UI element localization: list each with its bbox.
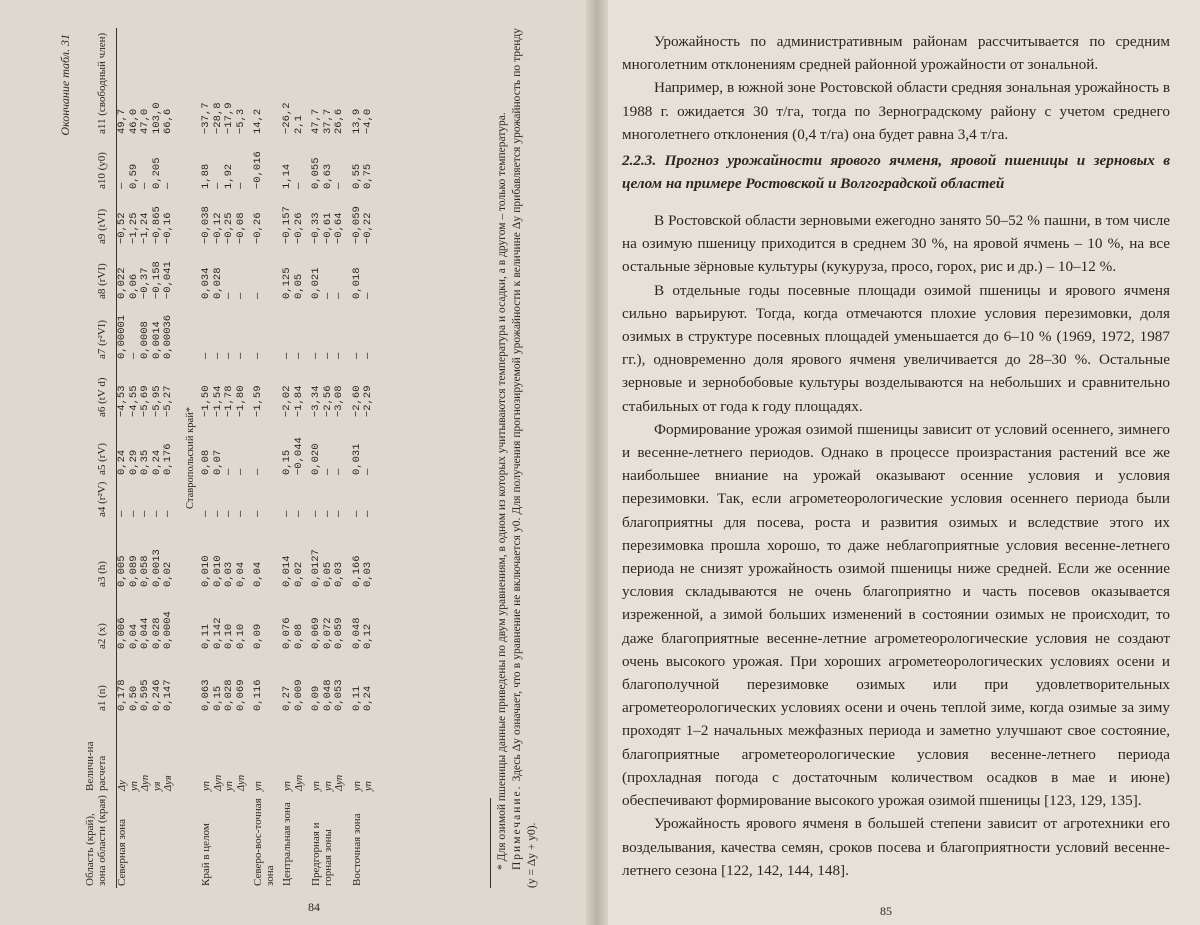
table-row xyxy=(117,28,129,888)
coefficient-cell: — xyxy=(310,510,322,517)
coefficient-cell: 0,176 xyxy=(162,443,174,475)
coefficient-cell: −1,50 xyxy=(200,385,212,417)
coefficient-cell: 0,03 xyxy=(362,561,374,587)
coefficient-cell: 0,00001 xyxy=(116,314,128,359)
column-header: a9 (tVI) xyxy=(84,191,117,246)
table-row xyxy=(163,28,175,888)
zone-name: Край в целом xyxy=(200,823,212,886)
quantity-cell: yп xyxy=(128,781,140,791)
coefficient-cell: 37,7 xyxy=(321,108,334,134)
coefficient-cell: 0,0004 xyxy=(162,611,174,649)
coefficient-cell: −0,041 xyxy=(162,261,174,299)
table-row xyxy=(140,28,152,888)
coefficient-cell: −5,3 xyxy=(234,108,247,134)
coefficient-cell: 14,2 xyxy=(252,108,264,134)
coefficient-cell: — xyxy=(292,352,305,359)
coefficient-cell: 0,09 xyxy=(252,623,264,649)
coefficient-cell: 0,05 xyxy=(321,561,334,587)
table-row xyxy=(352,28,364,888)
coefficient-cell: — xyxy=(211,182,224,189)
coefficient-cell: — xyxy=(292,182,305,189)
coefficient-cell: — xyxy=(234,182,247,189)
coefficient-cell: 0,10 xyxy=(234,623,247,649)
table-row xyxy=(253,28,265,888)
coefficient-cell: 0,018 xyxy=(350,267,363,299)
quantity-cell: yп xyxy=(363,781,374,791)
spacer xyxy=(375,28,381,888)
coefficient-cell: 0,27 xyxy=(281,685,293,711)
coefficient-cell: — xyxy=(234,510,247,517)
quantity-cell: yп xyxy=(201,781,212,791)
coefficient-cell: 0,09 xyxy=(310,685,322,711)
coefficient-cell: — xyxy=(127,510,140,517)
coefficient-cell: — xyxy=(333,468,345,475)
quantity-cell: Δyп xyxy=(212,774,224,791)
coefficient-cell: −1,80 xyxy=(234,385,247,417)
coefficient-cell: −26,2 xyxy=(281,102,293,134)
coefficient-cell: 0,021 xyxy=(310,267,322,299)
zone-name: Северная зона xyxy=(116,819,128,886)
coefficient-cell: 0,06 xyxy=(127,273,140,299)
note-label: Примечание. xyxy=(511,784,523,870)
coefficient-cell: 0,005 xyxy=(116,555,128,587)
coefficient-cell: 0,0127 xyxy=(310,549,322,587)
coefficient-cell: 0,63 xyxy=(321,163,334,189)
coefficient-cell: −4,55 xyxy=(127,385,140,417)
group-gap xyxy=(375,28,381,888)
coefficient-cell: 0,08 xyxy=(292,623,305,649)
coefficient-cell: −2,29 xyxy=(362,385,374,417)
coefficient-cell: — xyxy=(252,468,264,475)
coefficient-cell: −4,0 xyxy=(362,108,374,134)
zone-name: Предгорная и горная зоны xyxy=(310,822,334,886)
coefficient-cell: −28,8 xyxy=(211,102,224,134)
coefficient-cell: 0,24 xyxy=(362,685,374,711)
coefficient-cell: −0,044 xyxy=(292,437,305,475)
coefficient-cell: −0,61 xyxy=(321,212,334,244)
table-footnotes xyxy=(490,28,540,888)
coefficient-cell: −3,08 xyxy=(333,385,345,417)
coefficient-cell: — xyxy=(333,510,345,517)
coefficient-cell: −0,865 xyxy=(150,206,163,244)
coefficient-cell: 0,24 xyxy=(150,449,163,475)
coefficient-cell: 2,1 xyxy=(292,115,305,134)
column-header: Область (край), зона области (края) xyxy=(84,793,117,888)
coefficient-cell: — xyxy=(139,182,151,189)
coefficient-cell: −1,24 xyxy=(139,212,151,244)
table-row xyxy=(294,28,306,888)
coefficient-cell: — xyxy=(362,352,374,359)
coefficient-cell: 0,12 xyxy=(362,623,374,649)
coefficient-cell: — xyxy=(333,292,345,299)
coefficient-cell: 0,10 xyxy=(223,623,235,649)
coefficient-cell: — xyxy=(362,292,374,299)
coefficient-cell: — xyxy=(162,182,174,189)
coefficient-cell: −2,56 xyxy=(321,385,334,417)
coefficient-cell: 0,0013 xyxy=(150,549,163,587)
zone-name: Центральная зона xyxy=(281,802,293,886)
zone-name: Северо-вос-точная зона xyxy=(252,798,276,886)
coefficient-cell: 66,6 xyxy=(162,108,174,134)
coefficient-cell: 0,178 xyxy=(116,679,128,711)
coefficient-cell: 0,595 xyxy=(139,679,151,711)
paragraph: Формирование урожая озимой пшеницы зависит от условий осеннего, зимнего и весенне-летнего периодов. Однако в процессе произрастания растений все же наибольшее вниание на урожай оказывают осенние условия и условия перезимовки. Так, если агрометеорологические условия осеннего периода были благоприятны для посева, роста и развития озимых и вследствие этого их перезимовка прошла хорошо, то даже неблагоприятные условия весенне-летнего периода не снизят урожайность озимой пшеницы ниже средней. Если же осенние условия складываются не очень благоприятно и часть посевов оказывается изреженной, а зимой больших изменений в состоянии озимых не происходит, то даже благоприятные весенне-летние агрометеорологические условия не создают очень высокого урожая. При хороших агрометеорологических условиях осени и благополучной перезимовке озимых или при удовлетворительных агрометеорологических условиях осени и очень теплой зиме, когда озимые за зиму проходят 1–2 начальных межфазных периода и заметно улучшают свое состояние, благоприятные агрометеорологические условия весенне-летнего периода (прохладная погода с достаточным количеством осадков в мае и июне) обеспечивают формирование высокого урожая озимой пшеницы [123, 129, 135]. xyxy=(622,420,1170,810)
table-row xyxy=(224,28,236,888)
coefficient-cell: −0,26 xyxy=(252,212,264,244)
coefficient-cell: — xyxy=(200,510,212,517)
spacer xyxy=(265,28,277,793)
coefficient-cell: 0,59 xyxy=(127,163,140,189)
coefficient-cell: 0,04 xyxy=(252,561,264,587)
quantity-cell: yп xyxy=(322,781,334,791)
column-header: a10 (y0) xyxy=(84,136,117,191)
coefficient-cell: 0,044 xyxy=(139,617,151,649)
column-header: a8 (rVI) xyxy=(84,246,117,301)
footnote-rule xyxy=(490,798,491,888)
coefficient-cell: — xyxy=(362,468,374,475)
coefficient-cell: 0,069 xyxy=(234,679,247,711)
coefficient-cell: −1,54 xyxy=(211,385,224,417)
coefficient-cell: −37,7 xyxy=(200,102,212,134)
coefficient-cell: — xyxy=(234,292,247,299)
coefficient-cell: −1,25 xyxy=(127,212,140,244)
coefficient-cell: — xyxy=(310,352,322,359)
coefficient-cell: 0,076 xyxy=(281,617,293,649)
coefficient-cell: 0,010 xyxy=(211,555,224,587)
coefficient-cell: — xyxy=(211,510,224,517)
coefficient-cell: −5,69 xyxy=(139,385,151,417)
coefficient-cell: 0,05 xyxy=(292,273,305,299)
column-header: a2 (x) xyxy=(84,589,117,651)
coefficient-cell: −2,60 xyxy=(350,385,363,417)
quantity-cell: yп xyxy=(311,781,322,791)
coefficient-cell: −1,59 xyxy=(252,385,264,417)
table-row xyxy=(323,28,335,888)
coefficient-cell: −17,9 xyxy=(223,102,235,134)
coefficient-cell: — xyxy=(362,510,374,517)
coefficient-cell: 0,00036 xyxy=(162,314,174,359)
coefficient-cell: 0,147 xyxy=(162,679,174,711)
coefficient-cell: — xyxy=(139,510,151,517)
coefficient-cell: 1,88 xyxy=(200,163,212,189)
coefficient-cell: −4,53 xyxy=(116,385,128,417)
coefficient-cell: −1,78 xyxy=(223,385,235,417)
coefficient-cell: −3,34 xyxy=(310,385,322,417)
coefficient-cell: — xyxy=(252,292,264,299)
coefficient-cell: — xyxy=(127,352,140,359)
coefficient-cell: −5,27 xyxy=(162,385,174,417)
coefficient-cell: 0,072 xyxy=(321,617,334,649)
zone-name: Восточная зона xyxy=(350,813,363,886)
coefficient-cell: 0,0008 xyxy=(139,321,151,359)
coefficient-cell: 0,04 xyxy=(127,623,140,649)
coefficient-cell: 0,07 xyxy=(211,449,224,475)
coefficient-cell: 0,116 xyxy=(252,679,264,711)
coefficient-cell: — xyxy=(150,510,163,517)
coefficient-cell: 0,063 xyxy=(200,679,212,711)
coefficient-cell: 0,03 xyxy=(223,561,235,587)
coefficient-cell: — xyxy=(333,182,345,189)
coefficient-cell: 0,15 xyxy=(281,449,293,475)
coefficient-cell: 0,125 xyxy=(281,267,293,299)
coefficient-cell: 0,014 xyxy=(281,555,293,587)
coefficient-cell: — xyxy=(223,292,235,299)
table-subheader xyxy=(181,28,202,888)
paragraph: Урожайность ярового ячменя в большей степени зависит от агротехники его возделывания, качества семян, сроков посева и благоприятности условий весенне-летнего сезона [122, 142, 144, 148]. xyxy=(622,815,1170,879)
coefficient-cell: −0,37 xyxy=(139,267,151,299)
table-row xyxy=(201,28,213,888)
quantity-cell: Δyя xyxy=(163,775,174,791)
coefficient-cell: — xyxy=(321,510,334,517)
column-header: a1 (n) xyxy=(84,651,117,713)
table-header-row xyxy=(84,28,117,888)
rotated-table-block xyxy=(58,28,573,888)
coefficient-cell: — xyxy=(333,352,345,359)
coefficient-cell: −0,157 xyxy=(281,206,293,244)
coefficient-cell: — xyxy=(200,352,212,359)
note xyxy=(510,28,540,888)
table-row xyxy=(213,28,225,888)
paragraph: В отдельные годы посевные площади озимой пшеницы и ярового ячменя сильно варьируют. Тогда, когда отмечаются плохие условия перезимовки, доля озимых в структуре посевных площадей уменьшается до 6–10 % (1969, 1972, 1987 гг.), одновременно доля ярового ячменя увеличивается до 28–30 %. Остальные зерновые и зернобобовые культуры возделываются на небольших и сравнительно стабильных от года к году площадях. xyxy=(622,281,1170,415)
coefficient-cell: −0,12 xyxy=(211,212,224,244)
coefficient-cell: 0,02 xyxy=(162,561,174,587)
coefficient-cell: 0,058 xyxy=(139,555,151,587)
column-header: Величи-на расчета xyxy=(84,713,117,793)
coefficient-cell: 0,03 xyxy=(333,561,345,587)
table-caption: Окончание табл. 31 xyxy=(58,34,72,136)
quantity-cell: Δyп xyxy=(293,774,305,791)
coefficient-cell: — xyxy=(252,510,264,517)
coefficient-cell: −0,16 xyxy=(162,212,174,244)
coefficient-cell: 0,006 xyxy=(116,617,128,649)
coefficient-cell: 0,142 xyxy=(211,617,224,649)
book-gutter xyxy=(586,0,608,925)
quantity-cell: yп xyxy=(224,781,235,791)
coefficient-cell: — xyxy=(321,292,334,299)
coefficient-cell: 0,75 xyxy=(362,163,374,189)
coefficient-cell: 0,50 xyxy=(127,685,140,711)
coefficient-cell: 0,048 xyxy=(321,679,334,711)
column-header: a3 (h) xyxy=(84,519,117,589)
coefficient-cell: 0,29 xyxy=(127,449,140,475)
quantity-cell: yп xyxy=(351,781,363,791)
quantity-cell: Δyп xyxy=(140,774,151,791)
coefficient-cell: 1,14 xyxy=(281,163,293,189)
coefficient-cell: 0,24 xyxy=(116,449,128,475)
coefficient-cell: 0,08 xyxy=(200,449,212,475)
coefficient-cell: 0,022 xyxy=(116,267,128,299)
coefficient-cell: 0,089 xyxy=(127,555,140,587)
coefficient-cell: 0,55 xyxy=(350,163,363,189)
coefficient-cell: −0,016 xyxy=(252,151,264,189)
coefficient-cell: −0,26 xyxy=(292,212,305,244)
coefficient-cell: 0,034 xyxy=(200,267,212,299)
table-row xyxy=(311,28,323,888)
column-header: a11 (свободный член) xyxy=(84,28,117,136)
coefficient-cell: 1,92 xyxy=(223,163,235,189)
right-page-text xyxy=(622,30,1170,882)
table-row xyxy=(236,28,248,888)
quantity-cell: yп xyxy=(253,781,264,791)
coefficient-cell: −2,02 xyxy=(281,385,293,417)
coefficient-cell: 49,7 xyxy=(116,108,128,134)
column-header: a7 (r²VI) xyxy=(84,301,117,361)
coefficient-cell: −0,25 xyxy=(223,212,235,244)
table-row xyxy=(334,28,346,888)
coefficients-table xyxy=(84,28,381,888)
coefficient-cell: 0,205 xyxy=(150,157,163,189)
coefficient-cell: 0,246 xyxy=(150,679,163,711)
coefficient-cell: −0,33 xyxy=(310,212,322,244)
coefficient-cell: −0,08 xyxy=(234,212,247,244)
coefficient-cell: 0,04 xyxy=(234,561,247,587)
coefficient-cell: 13,9 xyxy=(350,108,363,134)
coefficient-cell: — xyxy=(223,468,235,475)
coefficient-cell: 0,028 xyxy=(211,267,224,299)
quantity-cell: Δyп xyxy=(235,774,247,791)
coefficient-cell: — xyxy=(234,352,247,359)
coefficient-cell: 103,0 xyxy=(150,102,163,134)
table-row xyxy=(363,28,375,888)
coefficient-cell: 0,031 xyxy=(350,443,363,475)
coefficient-cell: −5,95 xyxy=(150,385,163,417)
coefficient-cell: — xyxy=(350,352,363,359)
coefficient-cell: 0,069 xyxy=(310,617,322,649)
coefficient-cell: — xyxy=(292,510,305,517)
coefficient-cell: 46,0 xyxy=(127,108,140,134)
page-number-right: 85 xyxy=(880,904,892,918)
coefficient-cell: 0,048 xyxy=(350,617,363,649)
coefficient-cell: — xyxy=(281,510,293,517)
paragraph: Урожайность по административным районам рассчитывается по средним многолетним отклонениям средней районной урожайности от зональной. xyxy=(622,33,1170,74)
coefficient-cell: — xyxy=(350,510,363,517)
coefficient-cell: — xyxy=(116,182,128,189)
coefficient-cell: — xyxy=(252,352,264,359)
coefficient-cell: 0,009 xyxy=(292,679,305,711)
column-header: a5 (rV) xyxy=(84,419,117,477)
coefficient-cell: — xyxy=(321,352,334,359)
quantity-cell: Δy xyxy=(117,780,128,791)
page-number-left: 84 xyxy=(308,900,320,914)
paragraph: Например, в южной зоне Ростовской области средняя зональная урожайность в 1988 г. ожидается 30 т/га, тогда по Зерноградскому району с учетом среднего многолетнего отклонения (0,4 т/га) она будет равна 3,4 т/га. xyxy=(622,79,1170,143)
coefficient-cell: 47,7 xyxy=(310,108,322,134)
region-subheader: Ставропольский край* xyxy=(184,407,196,509)
coefficient-cell: 0,059 xyxy=(333,617,345,649)
footnote-asterisk: * Для озимой пшеницы данные приведены по двум уравнениям, в одном из которых учитываются температура и осадки, а в другом – только температура. xyxy=(496,112,508,870)
coefficient-cell: 0,028 xyxy=(223,679,235,711)
coefficient-cell: 0,11 xyxy=(350,685,363,711)
coefficient-cell: 0,020 xyxy=(310,443,322,475)
coefficient-cell: 0,02 xyxy=(292,561,305,587)
table-row xyxy=(282,28,294,888)
coefficient-cell: 0,166 xyxy=(350,555,363,587)
coefficient-cell: −0,158 xyxy=(150,261,163,299)
column-header: a4 (r²V) xyxy=(84,477,117,519)
coefficient-cell: 0,0014 xyxy=(150,321,163,359)
coefficient-cell: — xyxy=(234,468,247,475)
coefficient-cell: 0,053 xyxy=(333,679,345,711)
coefficient-cell: −0,52 xyxy=(116,212,128,244)
coefficient-cell: 0,11 xyxy=(200,623,212,649)
coefficient-cell: 0,35 xyxy=(139,449,151,475)
quantity-cell: yп xyxy=(282,781,293,791)
coefficient-cell: −0,64 xyxy=(333,212,345,244)
coefficient-cell: −1,84 xyxy=(292,385,305,417)
coefficient-cell: 26,6 xyxy=(333,108,345,134)
coefficient-cell: — xyxy=(211,352,224,359)
coefficient-cell: 0,028 xyxy=(150,617,163,649)
coefficient-cell: — xyxy=(321,468,334,475)
column-header: a6 (tV d) xyxy=(84,361,117,419)
coefficient-cell: — xyxy=(223,510,235,517)
coefficient-cell: 0,010 xyxy=(200,555,212,587)
coefficient-cell: — xyxy=(162,510,174,517)
coefficient-cell: 0,055 xyxy=(310,157,322,189)
coefficient-cell: 47,0 xyxy=(139,108,151,134)
row-spacer xyxy=(265,28,277,888)
quantity-cell: Δyп xyxy=(334,774,345,791)
paragraph: В Ростовской области зерновыми ежегодно занято 50–52 % пашни, в том числе на озимую пшеницу приходится в среднем 30 %, на яровой ячмень – 10 %, на все остальные зёрновые культуры (кукуруза, просо, горох, рис и др.) – 10–12 %. xyxy=(622,212,1170,276)
coefficient-cell: −0,22 xyxy=(362,212,374,244)
note-text: Здесь Δy означает, что в уравнение не включается y0. Для получения прогнозируемой урожайности к величине Δy прибавляется урожайность по тренду (y = Δy + y0). xyxy=(511,28,538,888)
section-heading: 2.2.3. Прогноз урожайности ярового ячменя, яровой пшеницы и зерновых в целом на примере Ростовской и Волгоградской областей xyxy=(622,152,1170,193)
coefficient-cell: −0,059 xyxy=(350,206,363,244)
coefficient-cell: 0,15 xyxy=(211,685,224,711)
coefficient-cell: — xyxy=(116,510,128,517)
coefficient-cell: — xyxy=(281,352,293,359)
coefficient-cell: −0,038 xyxy=(200,206,212,244)
coefficient-cell: — xyxy=(223,352,235,359)
quantity-cell: yя xyxy=(151,781,163,791)
